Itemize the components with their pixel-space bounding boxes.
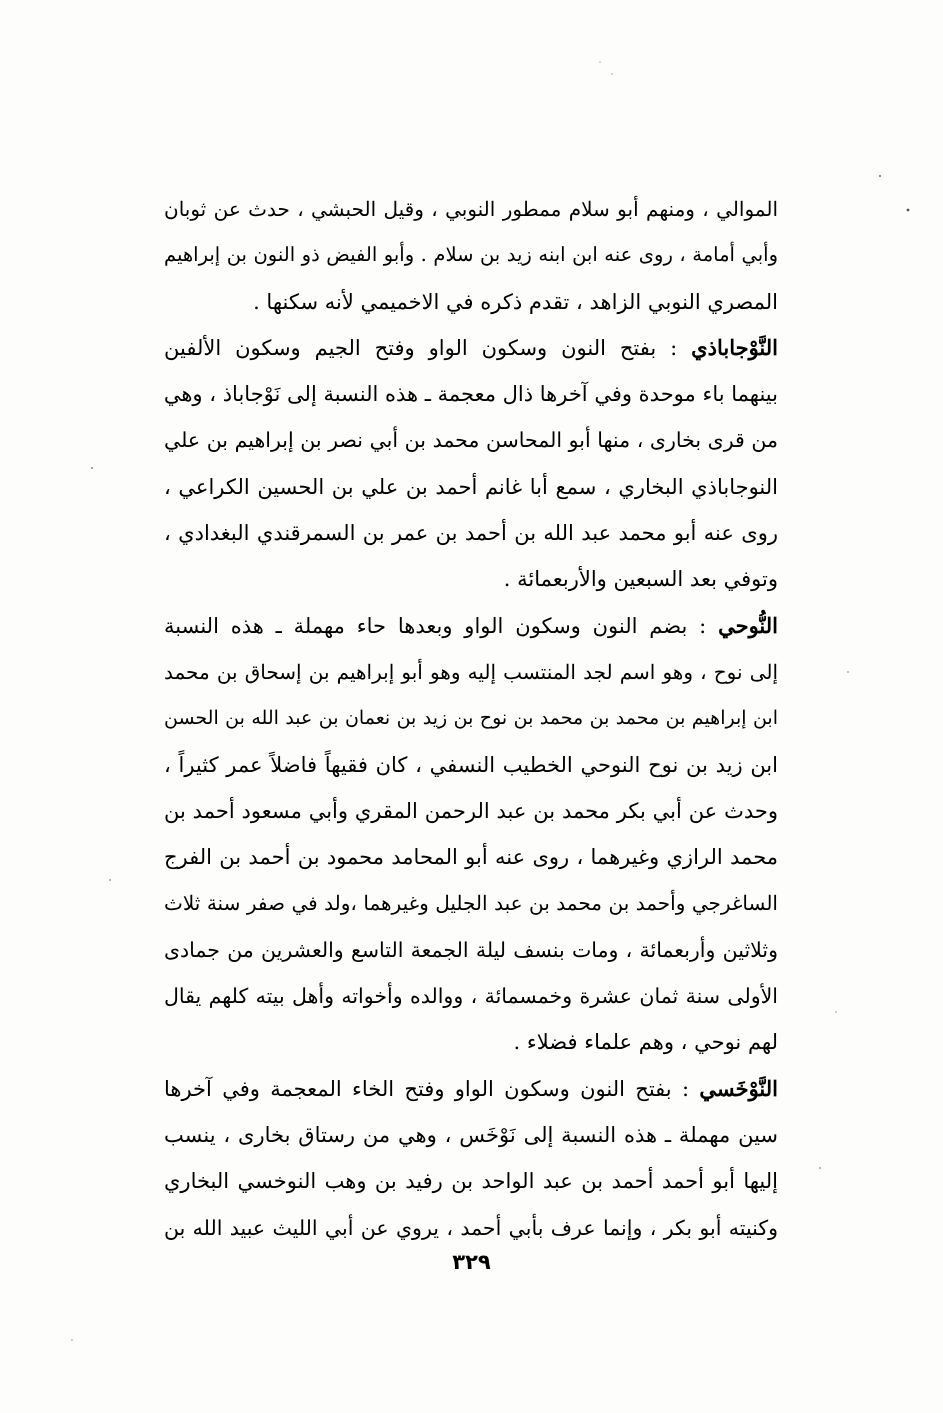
line-text: بينهما باء موحدة وفي آخرها ذال معجمة ـ هذه النسبة إلى نَوْجاباذ ، وهي: [164, 382, 778, 407]
line-text: ابن إبراهيم بن محمد بن محمد بن نوح بن زيد بن نعمان بن عبد الله بن الحسن: [164, 707, 778, 730]
text-line: [164, 556, 778, 602]
text-line: [164, 649, 778, 695]
line-text: : بفتح النون وسكون الواو وفتح الجيم وسكون الألفين: [164, 335, 692, 360]
text-line: [164, 742, 778, 788]
text-line: [164, 279, 778, 325]
line-text: وتوفي بعد السبعين والأربعمائة .: [503, 567, 778, 592]
entry-heading: النَّوْجاباذي: [691, 334, 778, 360]
text-line: [164, 880, 778, 926]
text-line: [164, 973, 778, 1019]
line-text: وثلاثين وأربعمائة ، ومات بنسف ليلة الجمعة التاسع والعشرين من جمادى: [164, 937, 778, 962]
line-text: الموالي ، ومنهم أبو سلام ممطور النوبي ، وقيل الحبشي ، حدث عن ثوبان: [164, 197, 778, 221]
text-line: [164, 1158, 778, 1204]
text-line: [164, 1205, 778, 1251]
line-text: الساغرجي وأحمد بن محمد بن عبد الجليل وغيرهما ،ولد في صفر سنة ثلاث: [164, 891, 778, 916]
line-text: : بضم النون وسكون الواو وبعدها حاء مهملة ـ هذه النسبة: [164, 613, 719, 638]
line-text: روى عنه أبو محمد عبد الله بن أحمد بن عمر بن السمرقندي البغدادي ،: [164, 521, 778, 546]
text-line: [164, 186, 778, 232]
text-line: [164, 834, 778, 880]
text-line: [164, 788, 778, 834]
main-text: [164, 186, 778, 1251]
line-text: : بفتح النون وسكون الواو وفتح الخاء المعجمة وفي آخرها: [164, 1076, 700, 1101]
line-text: النوجاباذي البخاري ، سمع أبا غانم أحمد بن علي بن الحسين الكراعي ،: [164, 474, 778, 499]
entry-heading: النُّوحي: [718, 612, 778, 638]
line-text: سين مهملة ـ هذه النسبة إلى نَوْخَس ، وهي من رستاق بخارى ، ينسب: [164, 1122, 778, 1147]
entry-heading: النَّوْخَسي: [699, 1075, 778, 1101]
text-line: [164, 232, 778, 278]
text-line: [164, 1112, 778, 1158]
text-line: [164, 510, 778, 556]
line-text: إليها أبو أحمد أحمد بن عبد الواحد بن رفيد بن وهب النوخسي البخاري: [164, 1169, 778, 1194]
text-line: [164, 1066, 778, 1112]
text-line: [164, 603, 778, 649]
line-text: لهم نوحي ، وهم علماء فضلاء .: [513, 1030, 778, 1055]
text-line: [164, 927, 778, 973]
line-text: إلى نوح ، وهو اسم لجد المنتسب إليه وهو أبو إبراهيم بن إسحاق بن محمد: [164, 659, 778, 684]
text-line: [164, 325, 778, 371]
line-text: محمد الرازي وغيرهما ، روى عنه أبو المحامد محمود بن أحمد بن الفرج: [164, 845, 778, 870]
line-text: ابن زيد بن نوح النوحي الخطيب النسفي ، كان فقيهاً فاضلاً عمر كثيراً ،: [164, 752, 778, 777]
line-text: وكنيته أبو بكر ، وإنما عرف بأبي أحمد ، يروي عن أبي الليث عبيد الله بن: [164, 1215, 778, 1240]
text-line: [164, 464, 778, 510]
line-text: من قرى بخارى ، منها أبو المحاسن محمد بن أبي نصر بن إبراهيم بن علي: [164, 428, 778, 453]
text-line: [164, 417, 778, 463]
line-text: الأولى سنة ثمان عشرة وخمسمائة ، ووالده وأخواته وأهل بيته كلهم يقال: [164, 984, 778, 1009]
page-number: ٣٢٩: [452, 1250, 491, 1274]
text-line: [164, 1019, 778, 1065]
text-line: [164, 371, 778, 417]
line-text: المصري النوبي الزاهد ، تقدم ذكره في الاخميمي لأنه سكنها .: [253, 289, 778, 314]
line-text: وأبي أمامة ، روى عنه ابن ابنه زيد بن سلام . وأبو الفيض ذو النون بن إبراهيم: [164, 243, 778, 267]
text-line: [164, 695, 778, 741]
line-text: وحدث عن أبي بكر محمد بن عبد الرحمن المقري وأبي مسعود أحمد بن: [164, 798, 778, 823]
